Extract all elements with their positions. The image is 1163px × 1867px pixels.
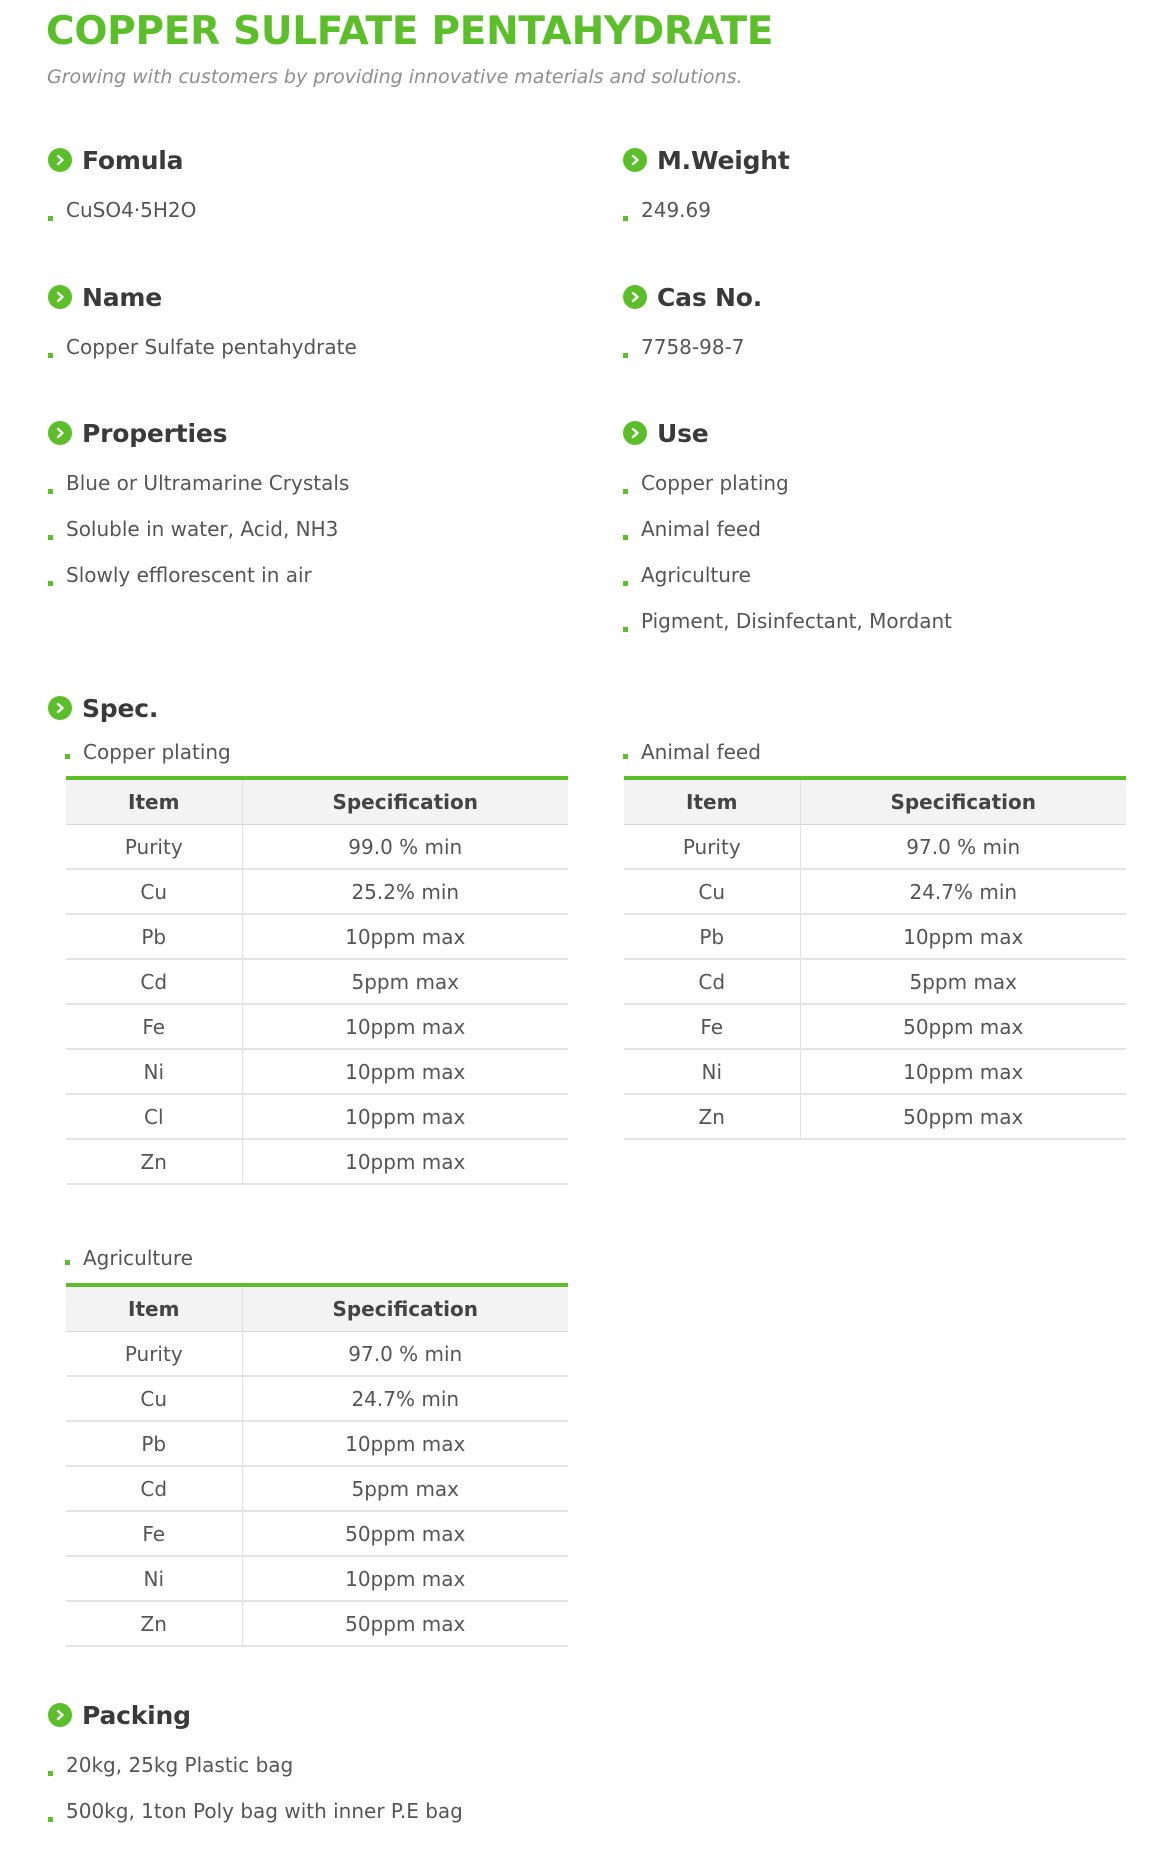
- table-row: [66, 1556, 568, 1601]
- table-cell: Ni: [66, 1556, 242, 1601]
- table-row: [66, 1466, 568, 1511]
- table-cell: Fe: [66, 1004, 242, 1049]
- column-header-specification: Specification: [800, 778, 1126, 825]
- table-cell: 10ppm max: [242, 1556, 568, 1601]
- bullet-icon: [48, 581, 53, 586]
- molecular-weight-section: [623, 142, 790, 233]
- table-row: [66, 1049, 568, 1094]
- page-title: COPPER SULFATE PENTAHYDRATE: [46, 9, 774, 54]
- list-item: 500kg, 1ton Poly bag with inner P.E bag: [48, 1788, 463, 1834]
- bullet-icon: [623, 353, 628, 358]
- list-item: Soluble in water, Acid, NH3: [48, 506, 349, 552]
- table-cell: 50ppm max: [242, 1511, 568, 1556]
- chevron-right-icon: [48, 696, 72, 720]
- table-row: [66, 1139, 568, 1184]
- packing-heading: Packing: [82, 1700, 191, 1730]
- list-item: Copper plating: [623, 460, 952, 506]
- chevron-right-icon: [623, 285, 647, 309]
- list-item: 20kg, 25kg Plastic bag: [48, 1742, 463, 1788]
- table-cell: Pb: [624, 914, 800, 959]
- table-row: [66, 1601, 568, 1646]
- bullet-icon: [48, 216, 53, 221]
- list-item: Agriculture: [623, 552, 952, 598]
- name-section: [48, 279, 357, 370]
- cas-number-section: [623, 279, 762, 370]
- list-item: Copper Sulfate pentahydrate: [48, 324, 357, 370]
- table-row: [624, 1094, 1126, 1139]
- table-row: [66, 1094, 568, 1139]
- bullet-icon: [65, 754, 70, 759]
- spec-table-animal-feed: [624, 776, 1126, 1140]
- list-item: 249.69: [623, 187, 790, 233]
- formula-section: [48, 142, 196, 233]
- table-cell: 5ppm max: [242, 1466, 568, 1511]
- table-cell: 10ppm max: [242, 1139, 568, 1184]
- table-row: [66, 1376, 568, 1421]
- table-row: [624, 869, 1126, 914]
- table-cell: Purity: [624, 825, 800, 870]
- list-item: CuSO4·5H2O: [48, 187, 196, 233]
- bullet-icon: [48, 353, 53, 358]
- use-heading: Use: [657, 418, 709, 448]
- table-cell: 10ppm max: [242, 1421, 568, 1466]
- table-cell: 24.7% min: [800, 869, 1126, 914]
- column-header-specification: Specification: [242, 778, 568, 825]
- table-cell: 10ppm max: [242, 1049, 568, 1094]
- table-cell: 10ppm max: [242, 1094, 568, 1139]
- spec-label-animal-feed: Animal feed: [623, 737, 761, 767]
- table-header-row: [66, 778, 568, 825]
- table-cell: Zn: [66, 1139, 242, 1184]
- table-cell: Zn: [624, 1094, 800, 1139]
- table-cell: Cl: [66, 1094, 242, 1139]
- page-subtitle: Growing with customers by providing innovative materials and solutions.: [47, 66, 743, 88]
- table-cell: Cu: [66, 869, 242, 914]
- list-item: Blue or Ultramarine Crystals: [48, 460, 349, 506]
- column-header-item: Item: [624, 778, 800, 825]
- cas-number-heading: Cas No.: [657, 282, 762, 312]
- spec-section: [48, 690, 158, 726]
- table-cell: 10ppm max: [242, 914, 568, 959]
- molecular-weight-heading: M.Weight: [657, 145, 790, 175]
- column-header-item: Item: [66, 778, 242, 825]
- formula-heading: Fomula: [82, 145, 184, 175]
- table-cell: Fe: [66, 1511, 242, 1556]
- table-row: [624, 825, 1126, 870]
- name-heading: Name: [82, 282, 162, 312]
- column-header-item: Item: [66, 1285, 242, 1332]
- bullet-icon: [48, 1817, 53, 1822]
- table-row: [66, 869, 568, 914]
- table-cell: Cd: [624, 959, 800, 1004]
- chevron-right-icon: [623, 421, 647, 445]
- table-row: [66, 1511, 568, 1556]
- table-cell: Cd: [66, 1466, 242, 1511]
- table-cell: 5ppm max: [800, 959, 1126, 1004]
- table-cell: 50ppm max: [242, 1601, 568, 1646]
- bullet-icon: [48, 489, 53, 494]
- chevron-right-icon: [48, 421, 72, 445]
- spec-label-agriculture: Agriculture: [65, 1243, 193, 1273]
- table-cell: 99.0 % min: [242, 825, 568, 870]
- table-row: [66, 1332, 568, 1377]
- spec-table-agriculture: [66, 1283, 568, 1647]
- table-row: [66, 1004, 568, 1049]
- table-row: [624, 1049, 1126, 1094]
- table-header-row: [66, 1285, 568, 1332]
- spec-label-copper-plating: Copper plating: [65, 737, 231, 767]
- table-cell: 97.0 % min: [800, 825, 1126, 870]
- table-cell: Pb: [66, 1421, 242, 1466]
- list-item: 7758-98-7: [623, 324, 762, 370]
- properties-section: [48, 415, 349, 598]
- chevron-right-icon: [623, 148, 647, 172]
- table-row: [624, 1004, 1126, 1049]
- table-cell: Pb: [66, 914, 242, 959]
- properties-heading: Properties: [82, 418, 228, 448]
- list-item: Slowly efflorescent in air: [48, 552, 349, 598]
- bullet-icon: [623, 535, 628, 540]
- table-row: [66, 914, 568, 959]
- table-cell: 10ppm max: [800, 914, 1126, 959]
- table-cell: 5ppm max: [242, 959, 568, 1004]
- bullet-icon: [623, 754, 628, 759]
- table-cell: 97.0 % min: [242, 1332, 568, 1377]
- bullet-icon: [48, 535, 53, 540]
- bullet-icon: [623, 627, 628, 632]
- bullet-icon: [623, 216, 628, 221]
- table-cell: Purity: [66, 1332, 242, 1377]
- packing-section: [48, 1697, 463, 1834]
- bullet-icon: [48, 1771, 53, 1776]
- table-row: [624, 914, 1126, 959]
- table-cell: Cu: [624, 869, 800, 914]
- table-cell: Cd: [66, 959, 242, 1004]
- column-header-specification: Specification: [242, 1285, 568, 1332]
- table-header-row: [624, 778, 1126, 825]
- bullet-icon: [623, 581, 628, 586]
- table-cell: 50ppm max: [800, 1004, 1126, 1049]
- list-item: Animal feed: [623, 506, 952, 552]
- use-section: [623, 415, 952, 644]
- table-cell: 50ppm max: [800, 1094, 1126, 1139]
- list-item: Pigment, Disinfectant, Mordant: [623, 598, 952, 644]
- bullet-icon: [65, 1260, 70, 1265]
- bullet-icon: [623, 489, 628, 494]
- table-row: [624, 959, 1126, 1004]
- table-cell: 10ppm max: [242, 1004, 568, 1049]
- table-row: [66, 959, 568, 1004]
- table-cell: Fe: [624, 1004, 800, 1049]
- table-cell: Zn: [66, 1601, 242, 1646]
- table-row: [66, 825, 568, 870]
- table-cell: Cu: [66, 1376, 242, 1421]
- table-cell: 24.7% min: [242, 1376, 568, 1421]
- table-cell: Ni: [66, 1049, 242, 1094]
- table-cell: Ni: [624, 1049, 800, 1094]
- spec-table-copper-plating: [66, 776, 568, 1185]
- table-cell: 10ppm max: [800, 1049, 1126, 1094]
- table-cell: Purity: [66, 825, 242, 870]
- table-cell: 25.2% min: [242, 869, 568, 914]
- chevron-right-icon: [48, 148, 72, 172]
- chevron-right-icon: [48, 285, 72, 309]
- chevron-right-icon: [48, 1703, 72, 1727]
- table-row: [66, 1421, 568, 1466]
- spec-heading: Spec.: [82, 693, 159, 723]
